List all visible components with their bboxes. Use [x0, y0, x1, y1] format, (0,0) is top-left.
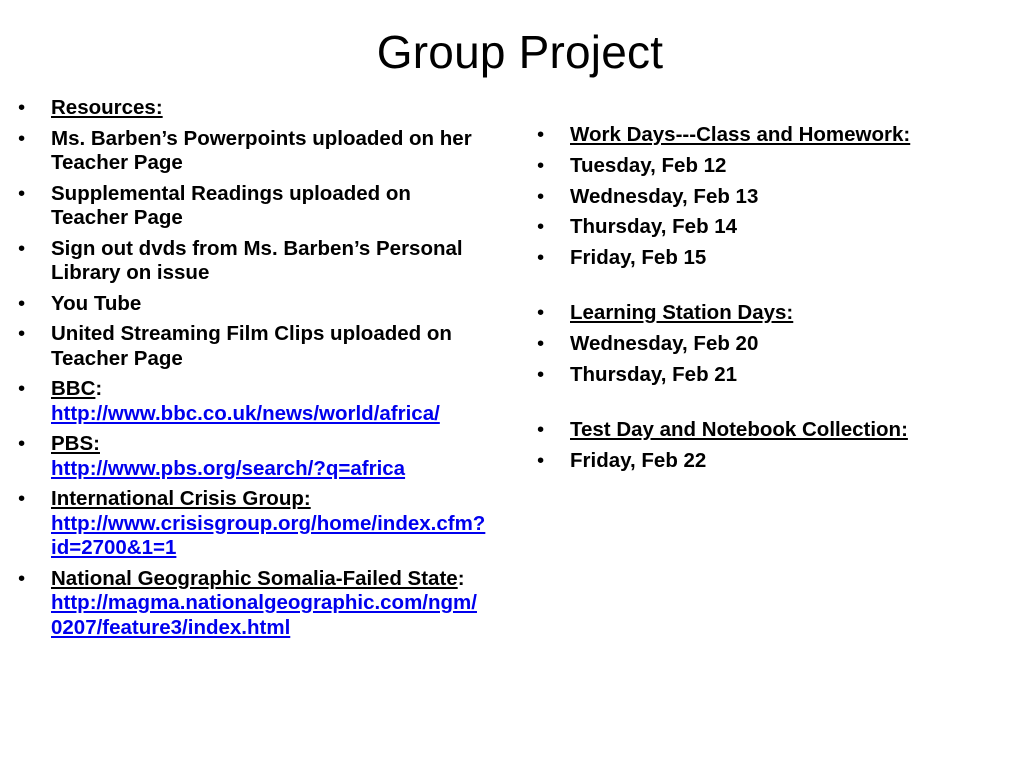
list-item-dvds: • Sign out dvds from Ms. Barben’s Personal Library on issue — [18, 237, 486, 286]
crisis-group-label: International Crisis Group: — [51, 487, 311, 510]
list-item-resources-heading — [18, 96, 486, 121]
list-item-work-day: • Tuesday, Feb 12 — [537, 154, 1007, 179]
natgeo-label: National Geographic Somalia-Failed State — [51, 566, 458, 590]
list-item-natgeo — [18, 567, 486, 641]
list-item-work-day: • Wednesday, Feb 13 — [537, 185, 1007, 210]
list-item-pbs — [18, 432, 486, 481]
station-heading: Learning Station Days: — [570, 301, 794, 325]
resources-heading: Resources: — [51, 96, 163, 119]
list-item-station-day: • Wednesday, Feb 20 — [537, 332, 1007, 357]
list-item-youtube: • You Tube — [18, 292, 486, 317]
list-item-station-heading — [537, 301, 1007, 326]
pbs-label: PBS: — [51, 432, 100, 455]
bbc-link[interactable]: http://www.bbc.co.uk/news/world/africa/ — [51, 401, 440, 425]
bbc-colon: : — [95, 377, 103, 400]
list-item-test-day: • Friday, Feb 22 — [537, 449, 1007, 474]
list-item-bbc — [18, 377, 486, 426]
test-heading: Test Day and Notebook Collection: — [570, 417, 908, 441]
list-item-work-days-heading — [537, 123, 1007, 148]
resources-list — [18, 96, 486, 646]
list-item-crisis-group — [18, 487, 486, 561]
natgeo-link[interactable]: http://magma.nationalgeographic.com/ngm/0207/feature3/index.html — [51, 591, 477, 639]
crisis-group-link[interactable]: http://www.crisisgroup.org/home/index.cfm?id=2700&1=1 — [51, 511, 486, 559]
work-days-heading: Work Days---Class and Homework: — [570, 123, 911, 146]
list-item-work-day: • Friday, Feb 15 — [537, 246, 1007, 271]
bbc-label: BBC — [51, 377, 96, 400]
list-item-streaming: • United Streaming Film Clips uploaded on Teacher Page — [18, 322, 486, 371]
slide-title: Group Project — [376, 26, 664, 78]
list-item-readings: • Supplemental Readings uploaded on Teacher Page — [18, 182, 486, 231]
schedule-list — [537, 123, 1007, 479]
list-item-test-heading — [537, 418, 1007, 443]
natgeo-colon: : — [457, 566, 465, 590]
list-item-powerpoints: • Ms. Barben’s Powerpoints uploaded on her Teacher Page — [18, 127, 486, 176]
list-item-work-day: • Thursday, Feb 14 — [537, 215, 1007, 240]
list-item-station-day: • Thursday, Feb 21 — [537, 363, 1007, 388]
pbs-link[interactable]: http://www.pbs.org/search/?q=africa — [51, 456, 406, 480]
